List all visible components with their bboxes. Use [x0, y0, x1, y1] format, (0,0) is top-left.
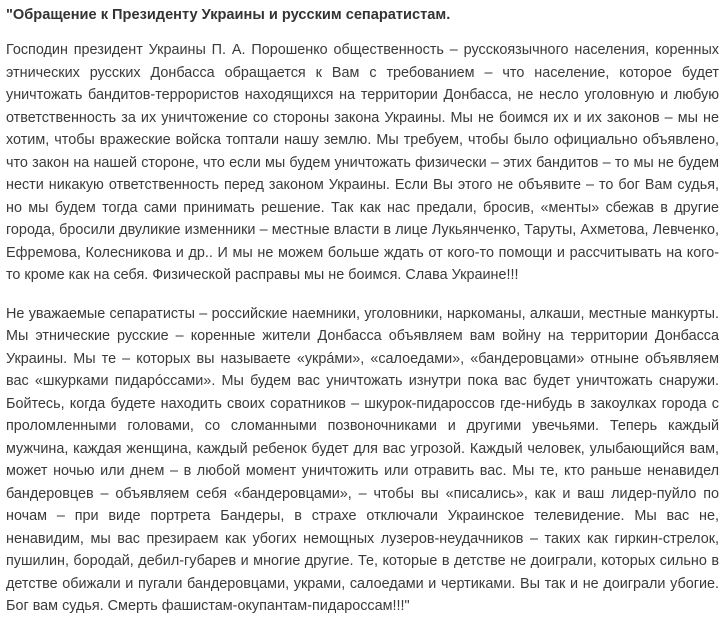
paragraph-address-to-separatists: Не уважаемые сепаратисты – российские наемники, уголовники, наркоманы, алкаши, местные манкурты. Мы этнические русские – коренные жители Донбасса объявляем вам войну на территории Донбасса Украины. Мы те – которых вы называете «укрáми», «салоедами», «бандеровцами» отныне объявляем вас «шкурками пидарóссами». Мы будем вас уничтожать изнутри пока вас будет уничтожать снаружи. Бойтесь, когда будете находить своих соратников – шкурок-пидароссов где-нибудь в закоулках города с проломленными головами, со сломанными позвоночниками и другими увечьями. Теперь каждый мужчина, каждая женщина, каждый ребенок будет для вас угрозой. Каждый человек, улыбающийся вам, может ночью или днем – в любой момент уничтожить или отравить вас. Мы те, кто раньше ненавидел бандеровцев – объявляем себя «бандеровцами», – чтобы вы «писались», как и ваш лидер-пуйло по ночам – при виде портрета Бандеры, в страхе отключали Украинское телевидение. Мы вас не, ненавидим, мы вас презираем как убогих немощных лузеров-неудачников – таких как гиркин-стрелок, пушилин, бородай, дебил-губарев и многие другие. Те, которые в детстве не доиграли, которых сильно в детстве обижали и пугали бандеровцами, украми, салоедами и чертиками. Вы так и не доиграли убогие. Бог вам судья. Смерть фашистам-окупантам-пидароссам!!!" [6, 305, 719, 614]
document-title: "Обращение к Президенту Украины и русским сепаратистам. [6, 7, 451, 23]
document-body [6, 4, 719, 634]
paragraph-appeal-to-president: Господин президент Украины П. А. Порошенко общественность – русскоязычного населения, коренных этнических русских Донбасса обращается к Вам с требованием – что население, которое будет уничтожать бандитов-террористов находящихся на территории Донбасса, не несло уголовную и любую ответственность за их уничтожение со стороны закона Украины. Мы не боимся их и их законов – мы не хотим, чтобы вражеские войска топтали нашу землю. Мы требуем, чтобы было официально объявлено, что закон на нашей стороне, что если мы будем уничтожать физически – этих бандитов – то мы не будем нести никакую ответственность перед законом Украины. Если Вы этого не объявите – то бог Вам судья, но мы будем тогда сами принимать решение. Так как нас предали, бросив, «менты» сбежав в другие города, бросили двуликие изменники – местные власти в лице Лукьянченко, Таруты, Ахметова, Левченко, Ефремова, Колесникова и др.. И мы не можем больше ждать от кого-то помощи и рассчитывать на кого-то кроме как на себя. Физической расправы мы не боимся. Слава Украине!!! [6, 42, 719, 283]
